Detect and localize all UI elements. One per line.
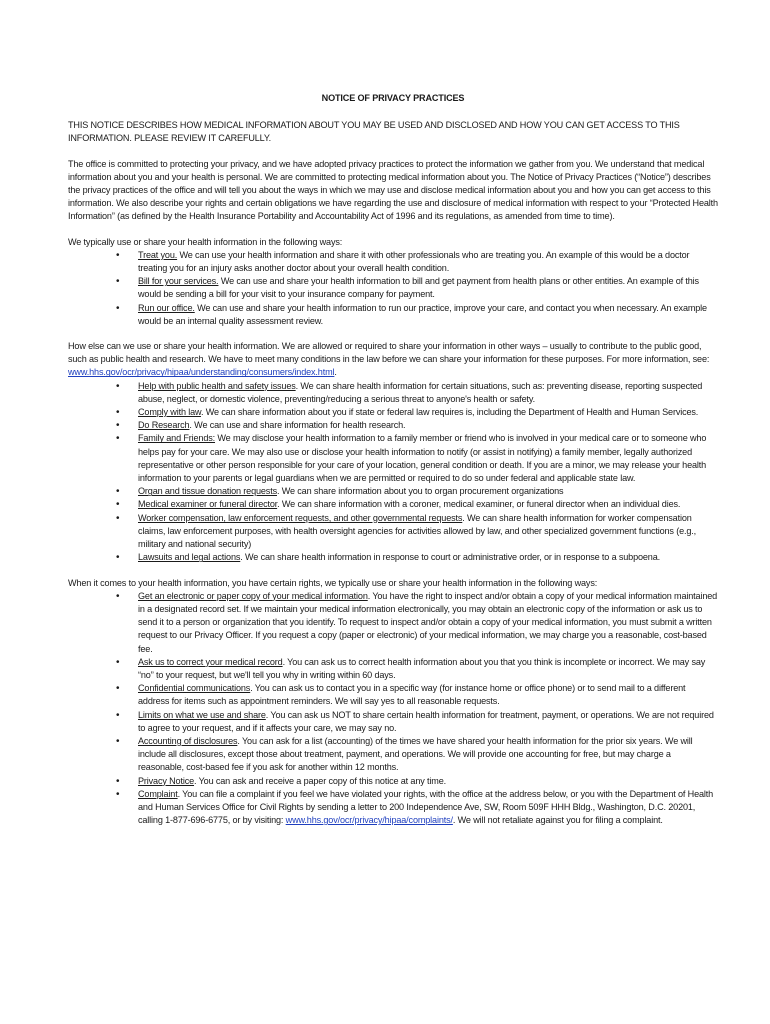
- list-item: [68, 656, 718, 682]
- list-item: [68, 551, 718, 564]
- item-label: Worker compensation, law enforcement requests, and other governmental requests: [138, 512, 463, 523]
- item-text: . We can share information about you to organ procurement organizations: [276, 486, 564, 497]
- list-item: [68, 419, 718, 432]
- section2-link-suffix: .: [334, 367, 337, 378]
- list-item: [68, 709, 718, 735]
- item-text: We can use and share your health information to bill and get payment from health plans or other entities. An example of this would be sending a bill for your visit to your insurance company for payment.: [138, 276, 699, 300]
- item-label: Medical examiner or funeral director: [138, 499, 278, 510]
- item-label: Family and Friends:: [138, 433, 216, 444]
- list-item: [68, 682, 718, 708]
- item-label: Comply with law: [138, 407, 201, 418]
- item-text: We can use and share your health information to run our practice, improve your care, and contact you when necessary. An example would be an internal quality assessment review.: [138, 302, 707, 326]
- item-text: . We can share information about you if state or federal law requires is, including the Department of Health and Human Services.: [200, 407, 699, 418]
- item-text: . You can ask and receive a paper copy of this notice at any time.: [194, 775, 446, 786]
- list-item: [68, 432, 718, 485]
- document-title: NOTICE OF PRIVACY PRACTICES: [321, 93, 465, 103]
- item-label: Ask us to correct your medical record: [138, 656, 283, 667]
- privacy-commitment-paragraph: The office is committed to protecting your privacy, and we have adopted privacy practices to protect the information we gather from you. We understand that medical information about you and your health is personal. We are committed to protecting medical information about you. The Notice of Privacy Practices (“Notice”) describes the privacy practices of the office and will tell you about the ways in which we may use and disclose medical information about you and how you can get access to this information. We also describe your rights and certain obligations we have regarding the use and disclosure of medical information with respect to your “Protected Health Information” (as defined by the Health Insurance Portability and Accountability Act of 1996 and its regulations, as amended from time to time).: [68, 158, 718, 222]
- list-item: [68, 735, 718, 775]
- section2-lead-text: How else can we use or share your health information. We are allowed or required to share your information in other ways – usually to contribute to the public good, such as public health and research. We have to meet many conditions in the law before we can share your information for these purposes. For more information, see:: [68, 341, 710, 365]
- item-label: Treat you.: [138, 249, 178, 260]
- section1-list: [68, 249, 718, 328]
- item-label: Lawsuits and legal actions: [138, 552, 241, 563]
- item-label: Get an electronic or paper copy of your medical information: [138, 590, 368, 601]
- item-text-suffix: . We will not retaliate against you for filing a complaint.: [452, 815, 663, 826]
- item-text: . You can ask us to contact you in a specific way (for instance home or office phone) or to send mail to a different address for items such as appointment reminders. We will say yes to all reasonable requests.: [138, 683, 686, 707]
- item-text: . We can share health information for worker compensation claims, law enforcement purposes, with health oversight agencies for activities allowed by law, and other specialized government functions (e.g., military and national security): [138, 512, 697, 550]
- item-label: Bill for your services.: [138, 276, 219, 287]
- hhs-consumers-link[interactable]: www.hhs.gov/ocr/privacy/hipaa/understanding/consumers/index.html: [68, 367, 335, 378]
- item-text: . You can file a complaint if you feel we have violated your rights, with the office at the address below, or you with the Department of Health and Human Services Office for Civil Rights by sending a letter to 200 Independence Ave, SW, Room 509F HHH Bldg., Washington, D.C. 20201, calling 1-877-696-6775, or by visiting:: [138, 788, 714, 826]
- list-item: [68, 249, 718, 275]
- item-label: Accounting of disclosures: [138, 735, 238, 746]
- section3-lead: When it comes to your health information, you have certain rights, we typically use or share your health information in the following ways:: [68, 577, 598, 588]
- section2-list: [68, 380, 718, 565]
- item-label: Organ and tissue donation requests: [138, 486, 277, 497]
- item-label: Help with public health and safety issues: [138, 380, 296, 391]
- list-item: [68, 380, 718, 406]
- item-label: Privacy Notice: [138, 775, 195, 786]
- item-text: . You have the right to inspect and/or obtain a copy of your medical information maintained in a designated record set. If we maintain your medical information electronically, you may obtain an electronic copy of the information or ask us to send it to a person or organization that you identify. To request to inspect and/or obtain a copy of your medical information, you must submit a written request to our Privacy Officer. If you request a copy (paper or electronic) of your medical information, we may charge you a reasonable, cost-based fee.: [138, 590, 718, 654]
- list-item: [68, 302, 718, 328]
- item-text: . We can share health information for certain situations, such as: preventing disease, reporting suspected abuse, neglect, or domestic violence, preventing/reducing a serious threat to anyone's health or safety.: [138, 380, 703, 404]
- section3-list: [68, 590, 718, 828]
- list-item: [68, 406, 718, 419]
- item-label: Complaint: [138, 788, 178, 799]
- list-item: [68, 275, 718, 301]
- hhs-complaints-link[interactable]: www.hhs.gov/ocr/privacy/hipaa/complaints/: [285, 815, 453, 826]
- list-item: [68, 512, 718, 552]
- item-text: . We can use and share information for health research.: [189, 420, 406, 431]
- item-label: Confidential communications: [138, 683, 251, 694]
- item-label: Do Research: [138, 420, 190, 431]
- item-label: Run our office.: [138, 302, 195, 313]
- intro-paragraph: THIS NOTICE DESCRIBES HOW MEDICAL INFORMATION ABOUT YOU MAY BE USED AND DISCLOSED AND HOW YOU CAN GET ACCESS TO THIS INFORMATION. PLEASE REVIEW IT CAREFULLY.: [68, 120, 680, 144]
- item-text: We may disclose your health information to a family member or friend who is involved in your medical care or to someone who helps pay for your care. We may also use or disclose your health information to notify (or assist in notifying) a family member, legally authorized representative or other person responsible for your care of your location, general condition or death. If you are a minor, we may release your health information to your parents or legal guardians when we are permitted or required to do so under federal and applicable state law.: [138, 433, 707, 484]
- section1-lead: We typically use or share your health information in the following ways:: [68, 236, 343, 247]
- item-text: . You can ask for a list (accounting) of the times we have shared your health information for the prior six years. We will include all disclosures, except those about treatment, payment, and operations. We will provide one accounting for free, but may charge a reasonable, cost-based fee if you ask for another within 12 months.: [138, 735, 693, 773]
- list-item: [68, 775, 718, 788]
- item-text: . You can ask us to correct health information about you that you think is incomplete or incorrect. We may say “no” to your request, but we'll tell you why in writing within 60 days.: [138, 656, 706, 680]
- list-item: [68, 498, 718, 511]
- list-item: [68, 590, 718, 656]
- list-item: [68, 788, 718, 828]
- item-text: We can use your health information and share it with other professionals who are treating you. An example of this would be a doctor treating you for an injury asks another doctor about your overall health condition.: [138, 249, 690, 274]
- item-label: Limits on what we use and share: [138, 709, 266, 720]
- list-item: [68, 485, 718, 498]
- item-text: . We can share health information in response to court or administrative order, or in response to a subpoena.: [240, 552, 660, 563]
- item-text: . We can share information with a coroner, medical examiner, or funeral director when an individual dies.: [277, 499, 681, 510]
- section2-lead: [68, 340, 718, 380]
- item-text: . You can ask us NOT to share certain health information for treatment, payment, or operations. We are not required to agree to your request, and if it affects your care, we may say no.: [138, 709, 714, 733]
